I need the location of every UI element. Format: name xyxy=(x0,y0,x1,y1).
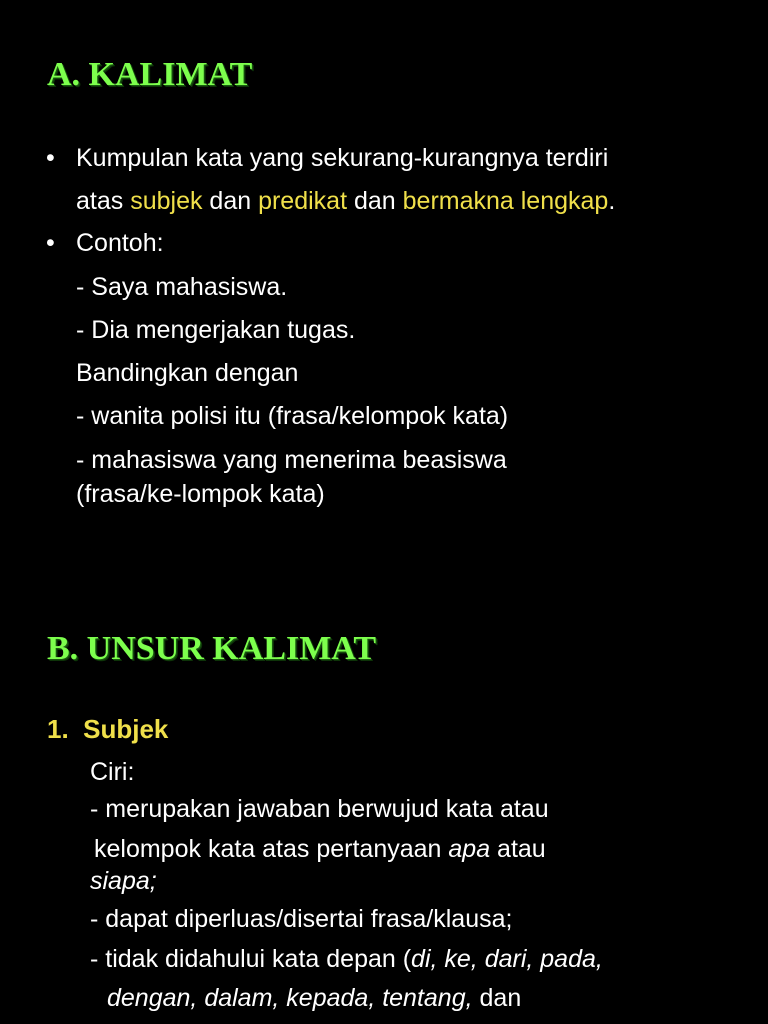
item-number: 1. xyxy=(47,714,69,744)
definition-line-2 xyxy=(76,189,615,214)
item-subjek-heading xyxy=(47,716,168,742)
example-label: Contoh: xyxy=(76,229,164,257)
highlight-bermakna-lengkap: bermakna lengkap xyxy=(402,187,609,215)
section-b-heading: B. UNSUR KALIMAT xyxy=(47,630,377,667)
ciri-1-line-2 xyxy=(94,837,546,862)
definition-text: dan xyxy=(202,187,259,215)
italic-prepositions: di, ke, dari, pada, xyxy=(411,945,603,973)
example-phrase-2-line-1: - mahasiswa yang menerima beasiswa xyxy=(76,446,507,474)
ciri-text: dan xyxy=(472,984,522,1012)
example-phrase-1: - wanita polisi itu (frasa/kelompok kata) xyxy=(76,402,509,430)
ciri-1-line-3 xyxy=(90,869,157,894)
highlight-subjek: subjek xyxy=(130,187,203,215)
definition-line-1: Kumpulan kata yang sekurang-kurangnya terdiri xyxy=(76,144,609,172)
ciri-label: Ciri: xyxy=(90,758,135,786)
bullet-point: • xyxy=(46,229,55,257)
italic-prepositions: dengan, dalam, kepada, tentang, xyxy=(107,984,473,1012)
bullet-point: • xyxy=(46,144,55,172)
item-title: Subjek xyxy=(83,714,169,744)
ciri-2: - dapat diperluas/disertai frasa/klausa; xyxy=(90,905,513,933)
italic-siapa: siapa; xyxy=(90,867,157,895)
highlight-predikat: predikat xyxy=(258,187,348,215)
ciri-text: - tidak didahului kata depan ( xyxy=(90,945,412,973)
section-a-heading: A. KALIMAT xyxy=(47,56,253,93)
example-phrase-2-line-2: (frasa/ke-lompok kata) xyxy=(76,480,325,508)
ciri-3-line-1 xyxy=(90,947,603,972)
definition-text: atas xyxy=(76,187,131,215)
compare-label: Bandingkan dengan xyxy=(76,359,299,387)
ciri-1-line-1: - merupakan jawaban berwujud kata atau xyxy=(90,795,549,823)
example-sentence-1: - Saya mahasiswa. xyxy=(76,273,288,301)
ciri-text: kelompok kata atas pertanyaan xyxy=(94,835,449,863)
definition-text: . xyxy=(608,187,616,215)
italic-apa: apa xyxy=(448,835,491,863)
definition-text: dan xyxy=(347,187,403,215)
ciri-3-line-2 xyxy=(107,986,521,1011)
example-sentence-2: - Dia mengerjakan tugas. xyxy=(76,316,356,344)
ciri-text: atau xyxy=(490,835,546,863)
